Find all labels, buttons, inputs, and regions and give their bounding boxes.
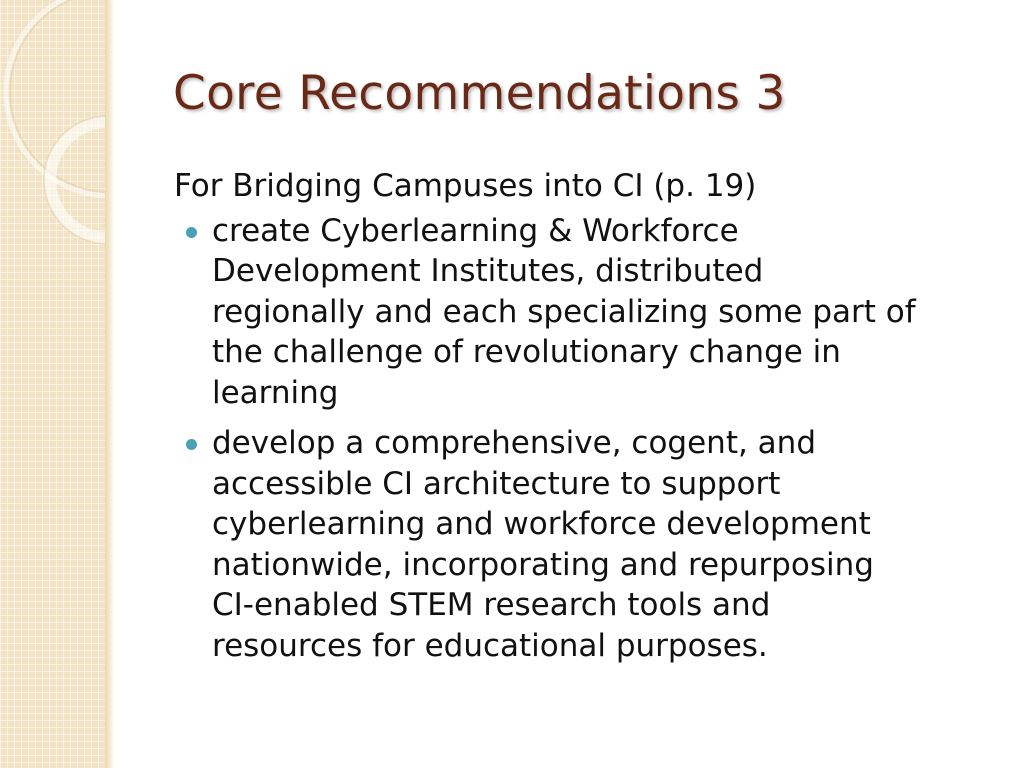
bullet-text-line: Development Institutes, distributed bbox=[212, 253, 764, 289]
slide-title: Core Recommendations 3 bbox=[173, 66, 786, 121]
slide-subheading: For Bridging Campuses into CI (p. 19) bbox=[174, 168, 757, 204]
bullet-text-line: regionally and each specializing some part of bbox=[212, 293, 916, 330]
decorative-side-panel bbox=[0, 0, 114, 768]
bullet-text-line: create Cyberlearning & Workforce bbox=[212, 212, 739, 249]
bullet-text-line: resources for educational purposes. bbox=[212, 627, 768, 664]
bullet-text-line: nationwide, incorporating and repurposing bbox=[212, 546, 874, 583]
bullet-text-line: develop a comprehensive, cogent, and bbox=[212, 425, 817, 461]
bullet-text-line: CI-enabled STEM research tools and bbox=[212, 587, 771, 623]
bullet-text-line: the challenge of revolutionary change in bbox=[212, 334, 841, 370]
decorative-circles bbox=[0, 0, 114, 768]
bullet-text-line: cyberlearning and workforce development bbox=[212, 506, 871, 542]
bullet-list bbox=[174, 211, 1004, 667]
bullet-item-architecture bbox=[174, 423, 1004, 666]
slide-body bbox=[174, 166, 1004, 676]
bullet-text-line: learning bbox=[212, 374, 339, 411]
bullet-item-institutes bbox=[174, 211, 1004, 414]
side-panel-edge bbox=[105, 0, 114, 768]
bullet-dot-icon bbox=[186, 439, 197, 450]
bullet-text-line: accessible CI architecture to support bbox=[212, 465, 781, 502]
bullet-dot-icon bbox=[186, 227, 197, 238]
